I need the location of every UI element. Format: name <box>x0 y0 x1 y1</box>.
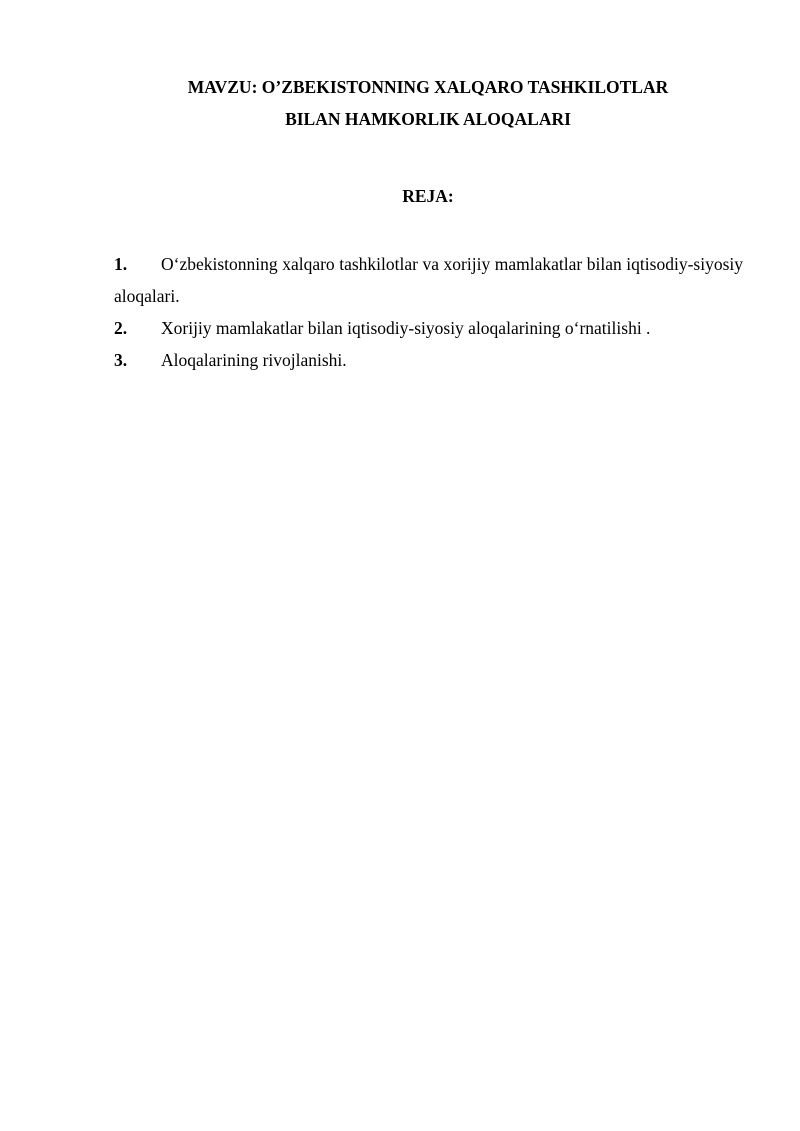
plan-item-2 <box>114 312 743 344</box>
plan-item-number: 3. <box>114 350 128 370</box>
plan-item-number: 2. <box>114 318 128 338</box>
plan-item-text: Xorijiy mamlakatlar bilan iqtisodiy-siyosiy aloqalarining o‘rnatilishi . <box>161 318 651 338</box>
document-title-line-2: BILAN HAMKORLIK ALOQALARI <box>285 109 571 129</box>
plan-list <box>114 248 743 376</box>
plan-item-text: Aloqalarining rivojlanishi. <box>161 350 347 370</box>
plan-item-text: O‘zbekistonning xalqaro tashkilotlar va xorijiy mamlakatlar bilan iqtisodiy-siyosiy aloqalari. <box>114 254 743 306</box>
plan-item-number: 1. <box>114 254 128 274</box>
document-title-line-1: MAVZU: O’ZBEKISTONNING XALQARO TASHKILOTLAR <box>187 77 669 97</box>
plan-item-1 <box>114 248 743 312</box>
plan-item-3 <box>114 344 743 376</box>
plan-heading: REJA: <box>402 186 454 206</box>
